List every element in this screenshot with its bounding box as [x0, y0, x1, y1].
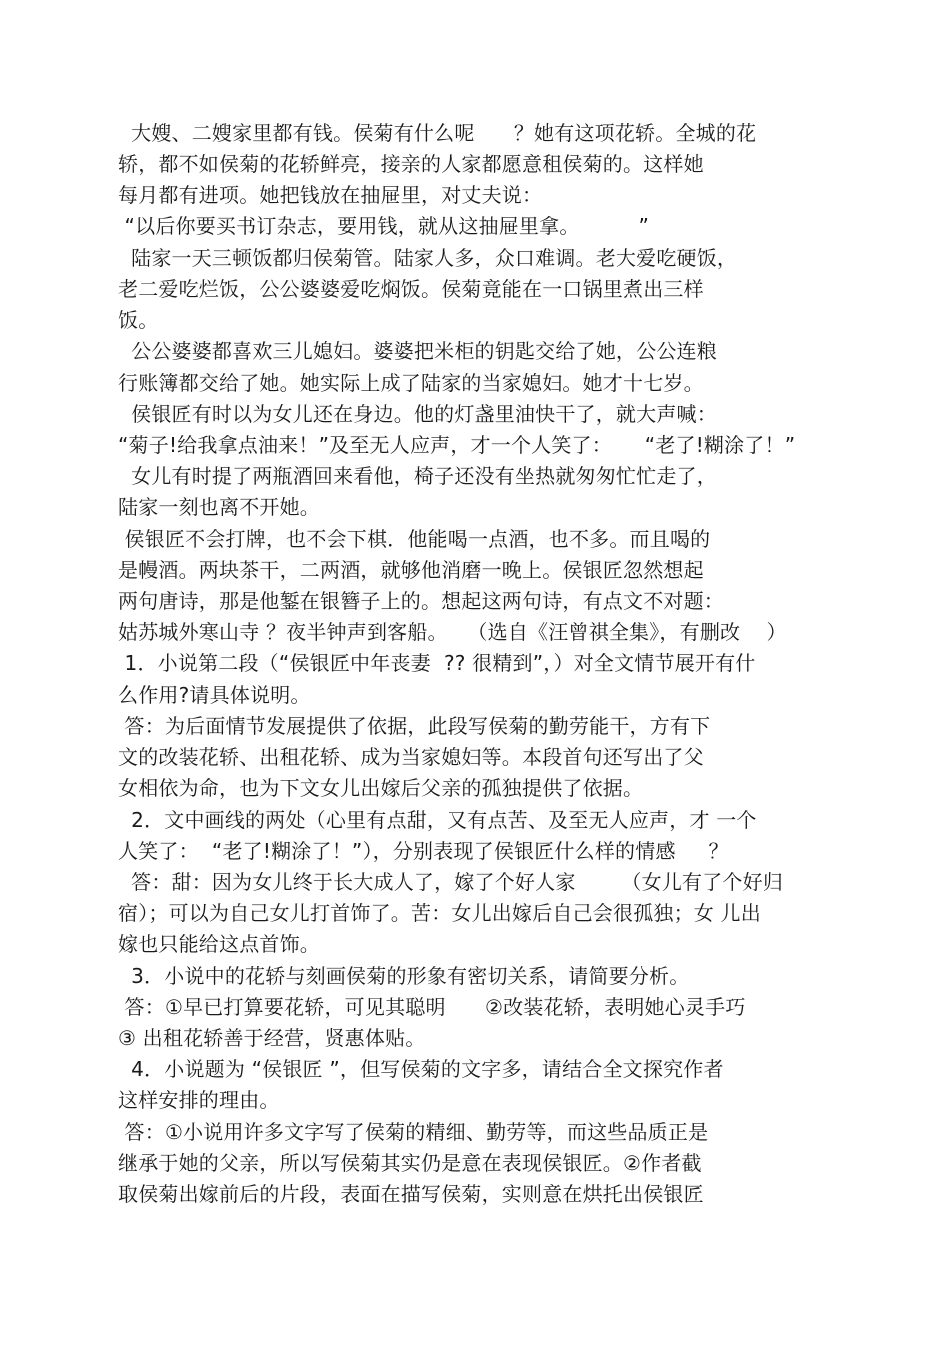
- answer-3: 答：①早已打算要花轿，可见其聪明 ②改装花轿，表明她心灵手巧: [118, 995, 746, 1019]
- text-line: 陆家一刻也离不开她。: [118, 495, 320, 519]
- text-line: 侯银匠不会打牌，也不会下棋．他能喝一点酒，也不多。而且喝的: [118, 527, 711, 551]
- text-line: 轿，都不如侯菊的花轿鲜亮，接亲的人家都愿意租侯菊的。这样她: [118, 152, 704, 176]
- text-line: ③ 出租花轿善于经营，贤惠体贴。: [118, 1026, 426, 1050]
- question-4: 4．小说题为 “侯银匠 ”，但写侯菊的文字多，请结合全文探究作者: [118, 1057, 724, 1081]
- text-line: 是幔酒。两块茶干，二两酒，就够他消磨一晚上。侯银匠忽然想起: [118, 558, 704, 582]
- text-line: 公公婆婆都喜欢三儿媳妇。婆婆把米柜的钥匙交给了她，公公连粮: [118, 339, 717, 363]
- text-line: 取侯菊出嫁前后的片段，表面在描写侯菊，实则意在烘托出侯银匠: [118, 1182, 704, 1206]
- answer-1: 答：为后面情节发展提供了依据，此段写侯菊的勤劳能干，方有下: [118, 714, 711, 738]
- text-line: “以后你要买书订杂志，要用钱，就从这抽屉里拿。 ”: [118, 214, 650, 238]
- text-line: 姑苏城外寒山寺 ？夜半钟声到客船。 （选自《汪曾祺全集》，有删改 ）: [118, 620, 787, 644]
- text-line: 大嫂、二嫂家里都有钱。侯菊有什么呢 ？她有这项花轿。全城的花: [118, 121, 757, 145]
- text-line: 女相依为命，也为下文女儿出嫁后父亲的孤独提供了依据。: [118, 776, 644, 800]
- text-line: 宿）；可以为自己女儿打首饰了。苦：女儿出嫁后自己会很孤独；女 儿出: [118, 901, 761, 925]
- text-line: 女儿有时提了两瓶酒回来看他，椅子还没有坐热就匆匆忙忙走了，: [118, 464, 717, 488]
- text-line: 老二爱吃烂饭，公公婆婆爱吃焖饭。侯菊竟能在一口锅里煮出三样: [118, 277, 704, 301]
- text-line: 侯银匠有时以为女儿还在身边。他的灯盏里油快干了，就大声喊：: [118, 402, 717, 426]
- text-line: 这样安排的理由。: [118, 1088, 280, 1112]
- text-line: 么作用?请具体说明。: [118, 683, 311, 707]
- text-line: 饭。: [118, 308, 159, 332]
- answer-2: 答：甜：因为女儿终于长大成人了，嫁了个好人家 （女儿有了个好归: [118, 870, 784, 894]
- text-line: 文的改装花轿、出租花轿、成为当家媳妇等。本段首句还写出了父: [118, 745, 704, 769]
- text-line: 两句唐诗，那是他錾在银簪子上的。想起这两句诗，有点文不对题：: [118, 589, 724, 613]
- question-3: 3．小说中的花轿与刻画侯菊的形象有密切关系，请简要分析。: [118, 964, 690, 988]
- text-line: 人笑了： “老了!糊涂了！”），分别表现了侯银匠什么样的情感 ？: [118, 839, 729, 863]
- text-line: 行账簿都交给了她。她实际上成了陆家的当家媳妇。她才十七岁。: [118, 371, 704, 395]
- text-line: 每月都有进项。她把钱放在抽屉里，对丈夫说：: [118, 183, 543, 207]
- text-line: “菊子!给我拿点油来！”及至无人应声，才一个人笑了： “老了!糊涂了！”: [118, 433, 796, 457]
- text-line: 嫁也只能给这点首饰。: [118, 932, 320, 956]
- answer-4: 答：①小说用许多文字写了侯菊的精细、勤劳等，而这些品质正是: [118, 1120, 709, 1144]
- text-line: 陆家一天三顿饭都归侯菊管。陆家人多，众口难调。老大爱吃硬饭，: [118, 246, 738, 270]
- text-line: 继承于她的父亲，所以写侯菊其实仍是意在表现侯银匠。②作者截: [118, 1151, 702, 1175]
- question-1: 1．小说第二段（“侯银匠中年丧妻 ?? 很精到”，）对全文情节展开有什: [118, 651, 756, 675]
- question-2: 2．文中画线的两处（心里有点甜，又有点苦、及至无人应声，才 一个: [118, 808, 757, 832]
